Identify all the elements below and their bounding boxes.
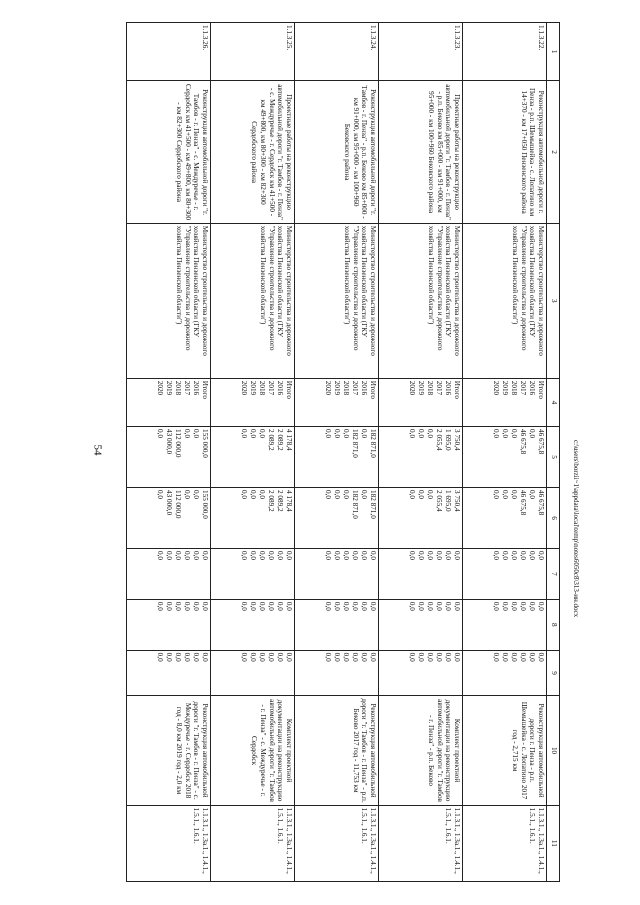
federal-budget-value: 0,0 <box>360 551 368 560</box>
local-budget-value: 0,0 <box>492 601 500 611</box>
local-budget-value: 0,0 <box>453 601 461 611</box>
regional-budget-value: 0,0 <box>333 490 341 500</box>
year-list-value: 2016 <box>360 380 368 396</box>
year-list-value: 2019 <box>333 380 341 396</box>
local-budget-value: 0,0 <box>369 601 377 611</box>
local-budget-value: 0,0 <box>501 601 509 611</box>
column-header-6: 6 <box>547 488 560 549</box>
other-sources-value: 0,0 <box>519 652 527 662</box>
federal-budget-value: 0,0 <box>324 551 332 560</box>
total-funding-value: 4 178,4 <box>285 429 293 451</box>
row-number: 1.1.3.22. <box>463 23 547 81</box>
federal-budget-value: 0,0 <box>201 551 209 560</box>
expected-result: Реконструкция автомобильной дороги "г. Тамбов - г. Пенза" - р.п. Беково 2017 год - 11,753 км <box>295 696 379 805</box>
local-budget-value: 0,0 <box>276 601 284 611</box>
regional-budget-value: 1 695,0 <box>444 490 452 512</box>
regional-budget-value: 0,0 <box>360 490 368 500</box>
total-funding-value: 2 089,2 <box>276 429 284 451</box>
federal-budget-value: 0,0 <box>369 551 377 560</box>
indicator-links: 1.1.3.1., 1.3а.1., 1.4.1., 1.5.1., 1.6.1. <box>379 805 463 881</box>
local-budget-value: 0,0 <box>510 601 518 611</box>
activity-name: Реконструкция автомобильной дороги г. Пенза - р.п. Шемышейка - с. Лопатино км 14+370 - км 17+050 Пензенского района <box>463 81 547 223</box>
regional-budget-value: 2 055,4 <box>435 490 443 512</box>
column-header-10: 10 <box>547 696 560 805</box>
other-sources-value: 0,0 <box>192 652 200 662</box>
federal-budget-value: 0,0 <box>249 551 257 560</box>
regional-budget-value: 0,0 <box>417 490 425 500</box>
regional-budget-value: 46 675,8 <box>519 490 527 516</box>
federal-budget-value: 0,0 <box>351 551 359 560</box>
local-budget-value: 0,0 <box>519 601 527 611</box>
other-sources-value: 0,0 <box>267 652 275 662</box>
year-list-value: 2020 <box>240 380 248 396</box>
regional-budget-value: 46 675,8 <box>537 490 545 516</box>
other-sources-value: 0,0 <box>183 652 191 662</box>
year-list-value: 2018 <box>510 380 518 396</box>
federal-budget <box>127 549 211 600</box>
year-list-value: 2019 <box>165 380 173 396</box>
year-list-value: 2019 <box>501 380 509 396</box>
other-sources-value: 0,0 <box>501 652 509 662</box>
federal-budget-value: 0,0 <box>408 551 416 560</box>
total-funding-value: 0,0 <box>510 429 518 439</box>
federal-budget-value: 0,0 <box>156 551 164 560</box>
federal-budget-value: 0,0 <box>333 551 341 560</box>
federal-budget-value: 0,0 <box>435 551 443 560</box>
year-list-value: 2018 <box>174 380 182 396</box>
indicator-links: 1.1.3.1., 1.3а.1., 1.4.1., 1.5.1., 1.6.1. <box>463 805 547 881</box>
column-header-9: 9 <box>547 650 560 696</box>
other-sources-value: 0,0 <box>249 652 257 662</box>
total-funding-value: 0,0 <box>417 429 425 439</box>
year-list-value: 2016 <box>192 380 200 396</box>
expected-result: Комплект проектной документации на реконструкцию автомобильной дороги "г. Тамбов - г. Пенза" - р.п. Беково <box>379 696 463 805</box>
local-budget-value: 0,0 <box>183 601 191 611</box>
local-budget-value: 0,0 <box>342 601 350 611</box>
other-sources-value: 0,0 <box>174 652 182 662</box>
federal-budget-value: 0,0 <box>426 551 434 560</box>
other-sources-value: 0,0 <box>156 652 164 662</box>
row-number: 1.1.3.25. <box>211 23 295 81</box>
other-sources-value: 0,0 <box>417 652 425 662</box>
regional-budget-value: 2 089,2 <box>267 490 275 512</box>
federal-budget-value: 0,0 <box>453 551 461 560</box>
total-funding <box>295 427 379 488</box>
other-sources-value: 0,0 <box>333 652 341 662</box>
year-list-value: 2020 <box>156 380 164 396</box>
year-list-value: 2020 <box>492 380 500 396</box>
total-funding-value: 46 675,8 <box>537 429 545 455</box>
year-list-value: 2017 <box>267 380 275 396</box>
local-budget-value: 0,0 <box>408 601 416 611</box>
federal-budget-value: 0,0 <box>342 551 350 560</box>
regional-budget-value: 182 871,0 <box>351 490 359 519</box>
table-body <box>127 23 547 882</box>
total-funding-value: 43 000,0 <box>165 429 173 455</box>
local-budget-value: 0,0 <box>192 601 200 611</box>
local-budget-value: 0,0 <box>333 601 341 611</box>
regional-budget-value: 0,0 <box>249 490 257 500</box>
total-funding-value: 0,0 <box>492 429 500 439</box>
total-funding-value: 2 089,2 <box>267 429 275 451</box>
federal-budget-value: 0,0 <box>492 551 500 560</box>
total-funding <box>463 427 547 488</box>
local-budget-value: 0,0 <box>201 601 209 611</box>
year-list-value: 2018 <box>426 380 434 396</box>
federal-budget-value: 0,0 <box>501 551 509 560</box>
total-funding <box>379 427 463 488</box>
table-row <box>211 23 295 882</box>
rotated-table-container <box>130 22 560 882</box>
local-budget-value: 0,0 <box>165 601 173 611</box>
total-funding-value: 0,0 <box>333 429 341 439</box>
other-sources-value: 0,0 <box>369 652 377 662</box>
regional-budget-value: 0,0 <box>342 490 350 500</box>
regional-budget-value: 0,0 <box>510 490 518 500</box>
indicator-links: 1.1.3.1., 1.3а.1., 1.4.1., 1.5.1., 1.6.1. <box>211 805 295 881</box>
federal-budget-value: 0,0 <box>528 551 536 560</box>
regional-budget <box>379 488 463 549</box>
year-list-value: 2019 <box>417 380 425 396</box>
other-sources <box>211 650 295 696</box>
executor: Министерство строительства и дорожного хозяйства Пензенской области (ГКУ "Управление строительства и дорожного хозяйства Пензенской области") <box>211 223 295 378</box>
table-row <box>379 23 463 882</box>
regional-budget <box>211 488 295 549</box>
row-number: 1.1.3.23. <box>379 23 463 81</box>
footer-file-path: c:\users\borzii~1\appdata\local\temp\notes6050c8\313-ин.docx <box>572 440 580 618</box>
executor: Министерство строительства и дорожного хозяйства Пензенской области (ГКУ "Управление строительства и дорожного хозяйства Пензенской области") <box>379 223 463 378</box>
column-header-7: 7 <box>547 549 560 600</box>
year-list-value: Итого <box>285 380 293 399</box>
other-sources-value: 0,0 <box>426 652 434 662</box>
year-list <box>211 378 295 426</box>
table-row <box>127 23 211 882</box>
table-row <box>295 23 379 882</box>
row-number: 1.1.3.26. <box>127 23 211 81</box>
program-table <box>126 22 560 882</box>
other-sources-value: 0,0 <box>537 652 545 662</box>
regional-budget-value: 0,0 <box>183 490 191 500</box>
total-funding-value: 0,0 <box>360 429 368 439</box>
other-sources-value: 0,0 <box>276 652 284 662</box>
total-funding-value: 0,0 <box>342 429 350 439</box>
year-list-value: 2017 <box>351 380 359 396</box>
table-row <box>463 23 547 882</box>
year-list-value: Итого <box>537 380 545 399</box>
regional-budget-value: 3 750,4 <box>453 490 461 512</box>
year-list-value: 2018 <box>342 380 350 396</box>
federal-budget-value: 0,0 <box>183 551 191 560</box>
local-budget-value: 0,0 <box>528 601 536 611</box>
year-list <box>379 378 463 426</box>
local-budget <box>295 599 379 650</box>
executor: Министерство строительства и дорожного хозяйства Пензенской области (ГКУ "Управление строительства и дорожного хозяйства Пензенской области") <box>295 223 379 378</box>
federal-budget-value: 0,0 <box>165 551 173 560</box>
row-number: 1.1.3.24. <box>295 23 379 81</box>
expected-result: Реконструкция автомобильной дороги "г. Тамбов - г. Пенза" - с. Междуречье - г. Сердобск 2018 год - 8,0 км 2019 год - 2,0 км <box>127 696 211 805</box>
other-sources <box>295 650 379 696</box>
total-funding-value: 0,0 <box>240 429 248 439</box>
federal-budget <box>295 549 379 600</box>
total-funding <box>127 427 211 488</box>
regional-budget-value: 155 000,0 <box>201 490 209 519</box>
total-funding <box>211 427 295 488</box>
other-sources <box>379 650 463 696</box>
column-header-5: 5 <box>547 427 560 488</box>
year-list-value: 2016 <box>276 380 284 396</box>
local-budget-value: 0,0 <box>267 601 275 611</box>
total-funding-value: 0,0 <box>156 429 164 439</box>
other-sources-value: 0,0 <box>435 652 443 662</box>
local-budget-value: 0,0 <box>360 601 368 611</box>
other-sources-value: 0,0 <box>408 652 416 662</box>
other-sources <box>463 650 547 696</box>
page-number: 54 <box>91 444 104 456</box>
local-budget <box>463 599 547 650</box>
other-sources-value: 0,0 <box>240 652 248 662</box>
other-sources-value: 0,0 <box>324 652 332 662</box>
year-list-value: 2020 <box>408 380 416 396</box>
total-funding-value: 0,0 <box>258 429 266 439</box>
other-sources-value: 0,0 <box>285 652 293 662</box>
other-sources-value: 0,0 <box>201 652 209 662</box>
other-sources-value: 0,0 <box>528 652 536 662</box>
regional-budget <box>127 488 211 549</box>
activity-name: Проектные работы на реконструкцию автомобильной дороги "г. Тамбов - г. Пенза" - р.п. Беково км 85+000 - км 91+000, км 95+000 - км 100+960 Бековского района <box>379 81 463 223</box>
federal-budget-value: 0,0 <box>258 551 266 560</box>
regional-budget-value: 0,0 <box>156 490 164 500</box>
year-list-value: 2019 <box>249 380 257 396</box>
local-budget-value: 0,0 <box>426 601 434 611</box>
year-list <box>295 378 379 426</box>
regional-budget <box>463 488 547 549</box>
year-list-value: 2020 <box>324 380 332 396</box>
local-budget-value: 0,0 <box>240 601 248 611</box>
total-funding-value: 112 000,0 <box>174 429 182 458</box>
year-list <box>127 378 211 426</box>
column-header-8: 8 <box>547 599 560 650</box>
regional-budget-value: 0,0 <box>192 490 200 500</box>
total-funding-value: 1 695,0 <box>444 429 452 451</box>
local-budget-value: 0,0 <box>258 601 266 611</box>
federal-budget-value: 0,0 <box>537 551 545 560</box>
federal-budget-value: 0,0 <box>510 551 518 560</box>
executor: Министерство строительства и дорожного хозяйства Пензенской области (ГКУ "Управление строительства и дорожного хозяйства Пензенской области") <box>127 223 211 378</box>
year-list-value: 2018 <box>258 380 266 396</box>
other-sources-value: 0,0 <box>510 652 518 662</box>
local-budget-value: 0,0 <box>417 601 425 611</box>
federal-budget-value: 0,0 <box>519 551 527 560</box>
column-header-4: 4 <box>547 378 560 426</box>
local-budget-value: 0,0 <box>537 601 545 611</box>
total-funding-value: 0,0 <box>426 429 434 439</box>
regional-budget-value: 0,0 <box>528 490 536 500</box>
column-header-11: 11 <box>547 805 560 881</box>
regional-budget-value: 0,0 <box>324 490 332 500</box>
table-header-row <box>547 23 560 882</box>
total-funding-value: 2 055,4 <box>435 429 443 451</box>
expected-result: Реконструкция автомобильной дороги г. Пенза - р.п. Шемышейка - с. Лопатино 2017 год - 2,715 км <box>463 696 547 805</box>
local-budget-value: 0,0 <box>444 601 452 611</box>
activity-name: Реконструкция автомобильной дороги "г. Тамбов - г. Пенза" - р.п. Беково км 85+000 - км 91+000, км 95+000 - км 100+960 Бековского района <box>295 81 379 223</box>
local-budget-value: 0,0 <box>174 601 182 611</box>
local-budget-value: 0,0 <box>249 601 257 611</box>
other-sources-value: 0,0 <box>360 652 368 662</box>
federal-budget-value: 0,0 <box>444 551 452 560</box>
federal-budget <box>379 549 463 600</box>
total-funding-value: 0,0 <box>408 429 416 439</box>
local-budget-value: 0,0 <box>351 601 359 611</box>
federal-budget-value: 0,0 <box>417 551 425 560</box>
local-budget <box>379 599 463 650</box>
local-budget-value: 0,0 <box>324 601 332 611</box>
total-funding-value: 0,0 <box>249 429 257 439</box>
local-budget-value: 0,0 <box>156 601 164 611</box>
other-sources <box>127 650 211 696</box>
regional-budget-value: 0,0 <box>492 490 500 500</box>
regional-budget-value: 0,0 <box>240 490 248 500</box>
other-sources-value: 0,0 <box>453 652 461 662</box>
local-budget-value: 0,0 <box>435 601 443 611</box>
total-funding-value: 0,0 <box>528 429 536 439</box>
indicator-links: 1.1.3.1., 1.3а.1., 1.4.1., 1.5.1., 1.6.1. <box>295 805 379 881</box>
total-funding-value: 0,0 <box>192 429 200 439</box>
federal-budget <box>211 549 295 600</box>
activity-name: Реконструкция автомобильной дороги "г. Тамбов - г. Пенза" - с. Междуречье - г. Сердобск км 41+500 - км 49+800, км 80+300 - км 82+300 Сердобского района <box>127 81 211 223</box>
regional-budget-value: 0,0 <box>426 490 434 500</box>
federal-budget-value: 0,0 <box>276 551 284 560</box>
year-list-value: 2017 <box>519 380 527 396</box>
regional-budget-value: 0,0 <box>258 490 266 500</box>
year-list <box>463 378 547 426</box>
column-header-1: 1 <box>547 23 560 81</box>
federal-budget-value: 0,0 <box>285 551 293 560</box>
regional-budget-value: 0,0 <box>501 490 509 500</box>
total-funding-value: 0,0 <box>324 429 332 439</box>
year-list-value: 2016 <box>444 380 452 396</box>
year-list-value: Итого <box>201 380 209 399</box>
other-sources-value: 0,0 <box>492 652 500 662</box>
total-funding-value: 0,0 <box>501 429 509 439</box>
total-funding-value: 0,0 <box>183 429 191 439</box>
column-header-3: 3 <box>547 223 560 378</box>
other-sources-value: 0,0 <box>165 652 173 662</box>
federal-budget-value: 0,0 <box>192 551 200 560</box>
year-list-value: 2016 <box>528 380 536 396</box>
federal-budget-value: 0,0 <box>240 551 248 560</box>
other-sources-value: 0,0 <box>342 652 350 662</box>
federal-budget-value: 0,0 <box>174 551 182 560</box>
year-list-value: 2017 <box>435 380 443 396</box>
regional-budget-value: 182 871,0 <box>369 490 377 519</box>
other-sources-value: 0,0 <box>444 652 452 662</box>
year-list-value: 2017 <box>183 380 191 396</box>
federal-budget <box>463 549 547 600</box>
total-funding-value: 182 871,0 <box>369 429 377 458</box>
federal-budget-value: 0,0 <box>267 551 275 560</box>
expected-result: Комплект проектной документации на реконструкцию автомобильной дороги "г. Тамбов - г. Пенза" - с. Междуречье - г. Сердобск <box>211 696 295 805</box>
year-list-value: Итого <box>453 380 461 399</box>
total-funding-value: 46 675,8 <box>519 429 527 455</box>
column-header-2: 2 <box>547 81 560 223</box>
regional-budget-value: 2 089,2 <box>276 490 284 512</box>
regional-budget <box>295 488 379 549</box>
regional-budget-value: 4 178,4 <box>285 490 293 512</box>
total-funding-value: 182 871,0 <box>351 429 359 458</box>
activity-name: Проектные работы на реконструкцию автомобильной дороги "г. Тамбов - г. Пенза" - с. Междуречье - г. Сердобск км 41+500 - км 49+800, км 80+300 - км 82+300 Сердобского района <box>211 81 295 223</box>
total-funding-value: 3 750,4 <box>453 429 461 451</box>
executor: Министерство строительства и дорожного хозяйства Пензенской области (ГКУ "Управление строительства и дорожного хозяйства Пензенской области") <box>463 223 547 378</box>
indicator-links: 1.1.3.1., 1.3а.1., 1.4.1., 1.5.1., 1.6.1. <box>127 805 211 881</box>
regional-budget-value: 43 000,0 <box>165 490 173 516</box>
local-budget <box>127 599 211 650</box>
regional-budget-value: 112 000,0 <box>174 490 182 519</box>
other-sources-value: 0,0 <box>258 652 266 662</box>
other-sources-value: 0,0 <box>351 652 359 662</box>
year-list-value: Итого <box>369 380 377 399</box>
local-budget <box>211 599 295 650</box>
regional-budget-value: 0,0 <box>408 490 416 500</box>
local-budget-value: 0,0 <box>285 601 293 611</box>
total-funding-value: 155 000,0 <box>201 429 209 458</box>
